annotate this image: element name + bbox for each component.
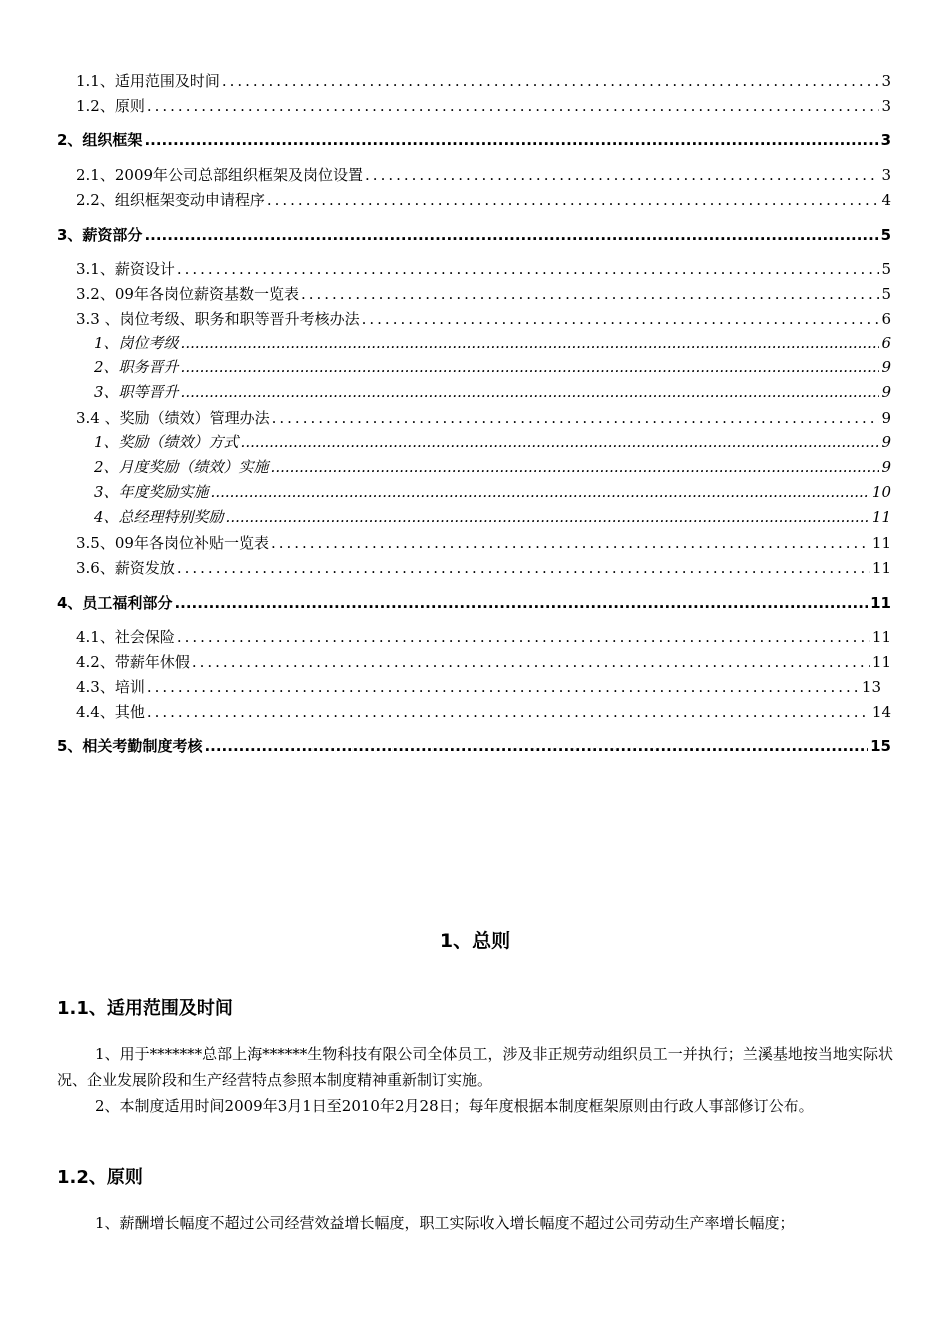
toc-entry[interactable]: [76, 191, 891, 209]
toc-leader-dots: [211, 483, 870, 501]
toc-entry-label: 3、年度奖励实施: [94, 483, 209, 501]
toc-leader-dots: [181, 358, 879, 376]
toc-entry-label: 2.1、2009年公司总部组织框架及岗位设置: [76, 166, 364, 184]
toc-entry-label: 2、月度奖励（绩效）实施: [94, 458, 269, 476]
toc-leader-dots: [181, 383, 879, 401]
toc-entry[interactable]: [57, 131, 891, 149]
toc-leader-dots: [365, 166, 879, 184]
toc-entry-label: 3.5、09年各岗位补贴一览表: [76, 534, 269, 552]
toc-leader-dots: [301, 285, 879, 303]
toc-entry[interactable]: [76, 678, 881, 696]
toc-entry-page: 13: [861, 678, 881, 696]
toc-entry-label: 1.1、适用范围及时间: [76, 72, 220, 90]
toc-entry-label: 1.2、原则: [76, 97, 145, 115]
toc-entry-page: 3: [881, 166, 891, 184]
toc-entry-page: 3: [880, 131, 891, 149]
toc-entry-label: 2、组织框架: [57, 131, 143, 149]
toc-entry[interactable]: [94, 358, 891, 376]
toc-entry-page: 4: [881, 191, 891, 209]
paragraph: 1、用于*******总部上海******生物科技有限公司全体员工，涉及非正规劳动组织员工一并执行；兰溪基地按当地实际状况、企业发展阶段和生产经营特点参照本制度精神重新制订实施。: [57, 1045, 893, 1089]
toc-leader-dots: [177, 260, 879, 278]
toc-entry-page: 11: [870, 594, 891, 612]
toc-entry[interactable]: [94, 334, 891, 352]
toc-entry-page: 5: [880, 226, 891, 244]
toc-entry-label: 3、职等晋升: [94, 383, 179, 401]
toc-entry[interactable]: [76, 534, 891, 552]
toc-entry[interactable]: [94, 508, 891, 526]
toc-leader-dots: [222, 72, 879, 90]
toc-entry-page: 11: [871, 628, 891, 646]
toc-entry[interactable]: [76, 628, 891, 646]
toc-leader-dots: [226, 508, 870, 526]
toc-leader-dots: [144, 226, 878, 244]
toc-entry-page: 6: [881, 310, 891, 328]
toc-entry[interactable]: [76, 166, 891, 184]
toc-entry-label: 4.1、社会保险: [76, 628, 175, 646]
toc-leader-dots: [147, 97, 879, 115]
toc-leader-dots: [144, 131, 878, 149]
toc-entry-page: 9: [881, 433, 891, 451]
toc-entry[interactable]: [94, 383, 891, 401]
toc-entry-page: 3: [881, 97, 891, 115]
toc-entry-label: 4.4、其他: [76, 703, 145, 721]
toc-entry-label: 3.3 、岗位考级、职务和职等晋升考核办法: [76, 310, 360, 328]
toc-entry-page: 9: [881, 409, 891, 427]
toc-leader-dots: [177, 559, 870, 577]
paragraph: 2、本制度适用时间2009年3月1日至2010年2月28日；每年度根据本制度框架原则由行政人事部修订公布。: [95, 1097, 814, 1115]
section-heading: 1.1、适用范围及时间: [57, 998, 233, 1019]
toc-entry-page: 9: [881, 458, 891, 476]
toc-entry[interactable]: [76, 285, 891, 303]
toc-leader-dots: [147, 703, 870, 721]
toc-entry-label: 4.2、带薪年休假: [76, 653, 190, 671]
toc-entry-page: 14: [871, 703, 891, 721]
toc-leader-dots: [272, 409, 879, 427]
toc-entry[interactable]: [94, 483, 891, 501]
toc-entry-page: 11: [871, 653, 891, 671]
toc-entry[interactable]: [76, 409, 891, 427]
toc-entry-label: 4、总经理特别奖励: [94, 508, 224, 526]
toc-leader-dots: [362, 310, 879, 328]
toc-entry[interactable]: [57, 226, 891, 244]
toc-leader-dots: [147, 678, 860, 696]
toc-leader-dots: [271, 458, 879, 476]
toc-entry-label: 3.2、09年各岗位薪资基数一览表: [76, 285, 299, 303]
toc-entry[interactable]: [76, 72, 891, 90]
toc-entry[interactable]: [57, 594, 891, 612]
toc-entry-page: 5: [881, 260, 891, 278]
toc-entry-label: 2、职务晋升: [94, 358, 179, 376]
toc-entry-page: 10: [871, 483, 891, 501]
toc-entry-page: 9: [881, 383, 891, 401]
toc-entry-label: 1、奖励（绩效）方式: [94, 433, 239, 451]
toc-entry-page: 9: [881, 358, 891, 376]
toc-entry-page: 11: [871, 534, 891, 552]
toc-entry-label: 2.2、组织框架变动申请程序: [76, 191, 265, 209]
toc-entry[interactable]: [76, 97, 891, 115]
toc-leader-dots: [241, 433, 879, 451]
toc-entry-page: 15: [870, 737, 891, 755]
toc-entry-page: 11: [871, 559, 891, 577]
toc-entry[interactable]: [76, 653, 891, 671]
toc-entry[interactable]: [57, 737, 891, 755]
chapter-title: 1、总则: [439, 930, 511, 952]
toc-entry[interactable]: [76, 260, 891, 278]
toc-entry-page: 6: [881, 334, 891, 352]
toc-leader-dots: [267, 191, 879, 209]
toc-entry-label: 4.3、培训: [76, 678, 145, 696]
toc-entry[interactable]: [76, 559, 891, 577]
toc-leader-dots: [181, 334, 879, 352]
toc-entry[interactable]: [94, 433, 891, 451]
section-heading: 1.2、原则: [57, 1167, 143, 1188]
toc-entry-label: 3.1、薪资设计: [76, 260, 175, 278]
toc-entry[interactable]: [76, 310, 891, 328]
paragraph: 1、薪酬增长幅度不超过公司经营效益增长幅度，职工实际收入增长幅度不超过公司劳动生产率增长幅度；: [95, 1214, 795, 1232]
toc-entry-label: 5、相关考勤制度考核: [57, 737, 203, 755]
toc-leader-dots: [192, 653, 870, 671]
toc-leader-dots: [204, 737, 868, 755]
toc-entry-label: 3、薪资部分: [57, 226, 143, 244]
toc-entry-label: 3.6、薪资发放: [76, 559, 175, 577]
toc-entry[interactable]: [76, 703, 891, 721]
toc-entry-label: 1、岗位考级: [94, 334, 179, 352]
toc-entry-page: 3: [881, 72, 891, 90]
toc-entry-page: 5: [881, 285, 891, 303]
toc-entry-page: 11: [871, 508, 891, 526]
toc-entry-label: 4、员工福利部分: [57, 594, 173, 612]
toc-entry-label: 3.4 、奖励（绩效）管理办法: [76, 409, 270, 427]
toc-leader-dots: [271, 534, 870, 552]
toc-leader-dots: [177, 628, 870, 646]
toc-entry[interactable]: [94, 458, 891, 476]
toc-leader-dots: [174, 594, 868, 612]
